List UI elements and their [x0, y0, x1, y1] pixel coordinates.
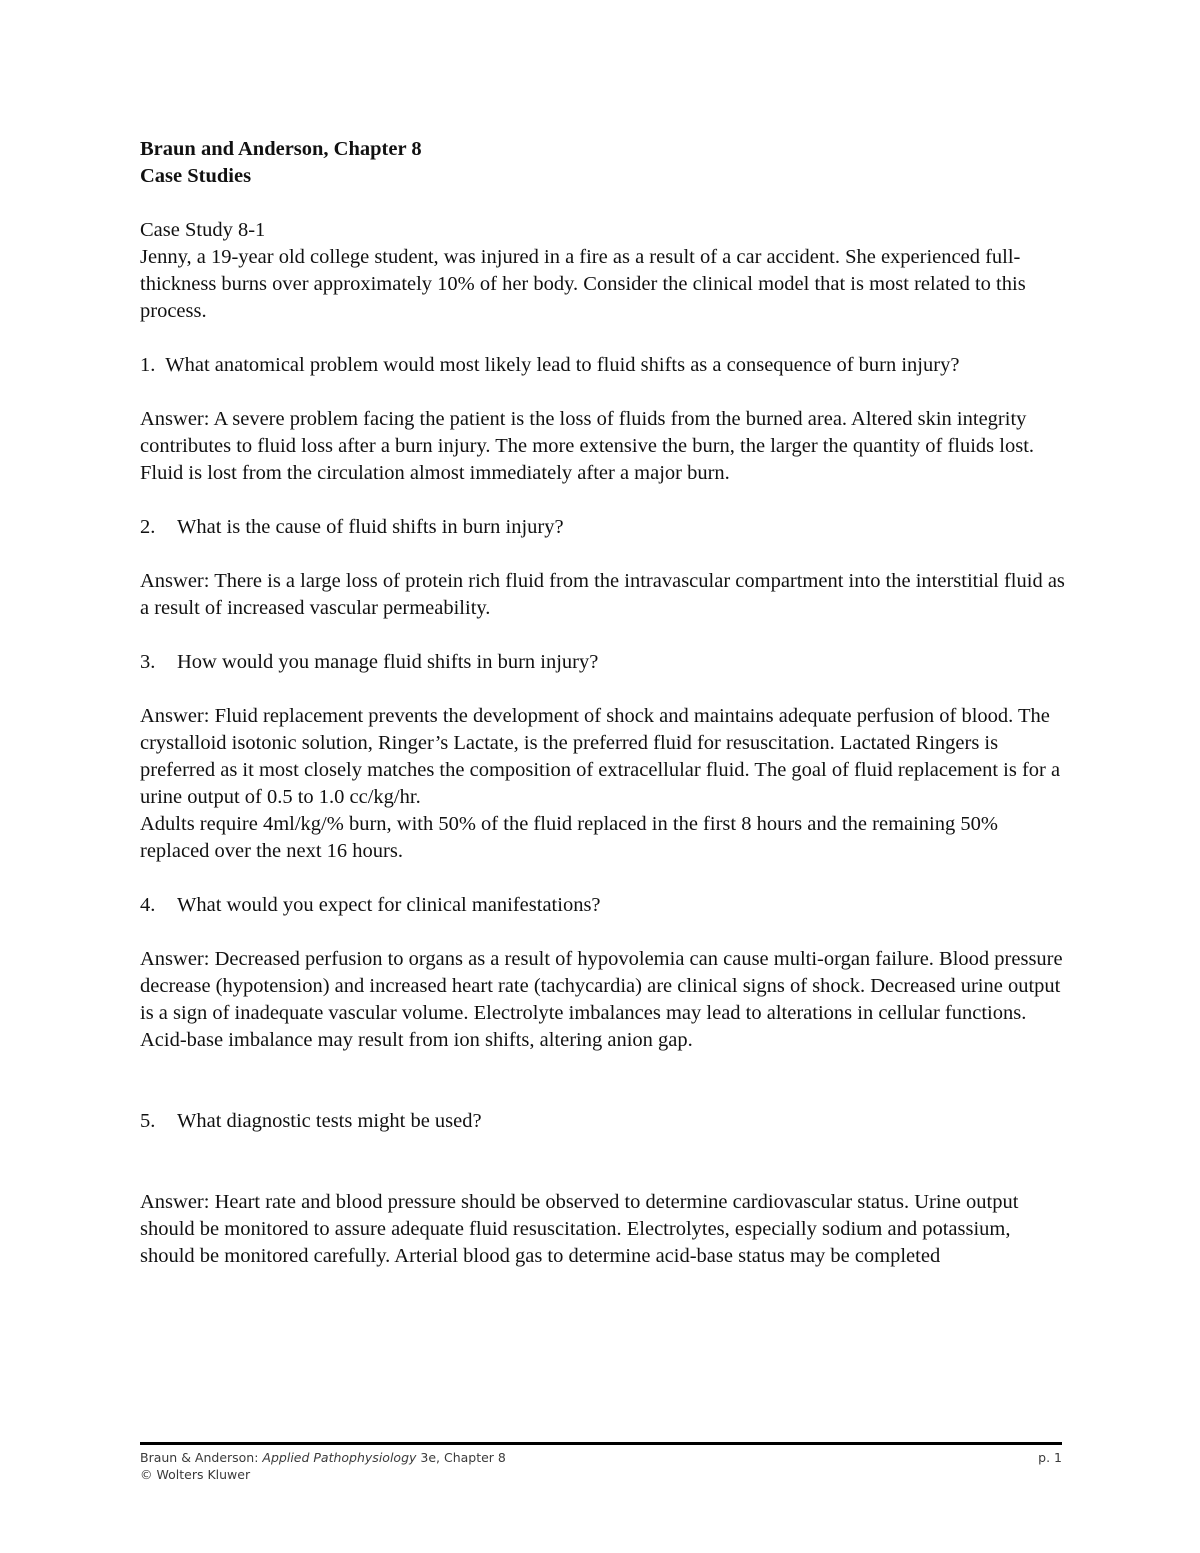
document-subtitle: Case Studies: [140, 165, 252, 187]
footer-book-title: Applied Pathophysiology: [262, 1450, 417, 1465]
footer-citation: [140, 1449, 506, 1466]
footer-authors: Braun & Anderson:: [140, 1450, 263, 1465]
answer-4: Answer: Decreased perfusion to organs as a result of hypovolemia can cause multi-organ failure. Blood pressure decrease (hypotension) and increased heart rate (tachycardia) are clinical signs of shock. Decreased urine output is a sign of inadequate vascular volume. Electrolyte imbalances may lead to alterations in cellular functions. Acid-base imbalance may result from ion shifts, altering anion gap.: [140, 948, 1063, 1051]
answer-3: Answer: Fluid replacement prevents the development of shock and maintains adequate perfusion of blood. The crystalloid isotonic solution, Ringer’s Lactate, is the preferred fluid for resuscitation. Lactated Ringers is preferred as it most closely matches the composition of extracellular fluid. The goal of fluid replacement is for a urine output of 0.5 to 1.0 cc/kg/hr.: [140, 705, 1061, 808]
question-2-text: What is the cause of fluid shifts in burn injury?: [177, 516, 564, 538]
question-4-text: What would you expect for clinical manifestations?: [177, 894, 601, 916]
question-5: [140, 1108, 1070, 1135]
question-1-number: 1.: [140, 354, 156, 376]
question-2-number: 2.: [140, 516, 156, 538]
question-3-number: 3.: [140, 651, 156, 673]
question-4-number: 4.: [140, 894, 156, 916]
answer-3-extra: Adults require 4ml/kg/% burn, with 50% of the fluid replaced in the first 8 hours and the remaining 50% replaced over the next 16 hours.: [140, 813, 998, 862]
question-4: [140, 892, 1070, 919]
case-study-label: Case Study 8-1: [140, 219, 266, 241]
answer-1: Answer: A severe problem facing the patient is the loss of fluids from the burned area. Altered skin integrity contributes to fluid loss after a burn injury. The more extensive the burn, the larger the quantity of fluids lost. Fluid is lost from the circulation almost immediately after a major burn.: [140, 408, 1035, 484]
question-2: [140, 514, 1070, 541]
question-1: [140, 352, 1070, 379]
case-study-intro: Jenny, a 19-year old college student, was injured in a fire as a result of a car accident. She experienced full-thickness burns over approximately 10% of her body. Consider the clinical model that is most related to this process.: [140, 246, 1026, 322]
document-page: [140, 136, 1070, 1270]
document-title: Braun and Anderson, Chapter 8: [140, 138, 422, 160]
question-1-text: What anatomical problem would most likely lead to fluid shifts as a consequence of burn injury?: [165, 354, 960, 376]
question-5-number: 5.: [140, 1110, 156, 1132]
page-footer: [140, 1449, 1062, 1483]
footer-copyright: © Wolters Kluwer: [140, 1467, 251, 1482]
answer-5: Answer: Heart rate and blood pressure should be observed to determine cardiovascular status. Urine output should be monitored to assure adequate fluid resuscitation. Electrolytes, especially sodium and potassium, should be monitored carefully. Arterial blood gas to determine acid-base status may be completed: [140, 1191, 1019, 1267]
question-3-text: How would you manage fluid shifts in burn injury?: [177, 651, 599, 673]
footer-edition-chapter: 3e, Chapter 8: [416, 1450, 506, 1465]
question-5-text: What diagnostic tests might be used?: [177, 1110, 482, 1132]
answer-2: Answer: There is a large loss of protein rich fluid from the intravascular compartment into the interstitial fluid as a result of increased vascular permeability.: [140, 570, 1065, 619]
question-3: [140, 649, 1070, 676]
footer-page-number: p. 1: [1038, 1450, 1062, 1465]
footer-divider: [140, 1442, 1062, 1445]
